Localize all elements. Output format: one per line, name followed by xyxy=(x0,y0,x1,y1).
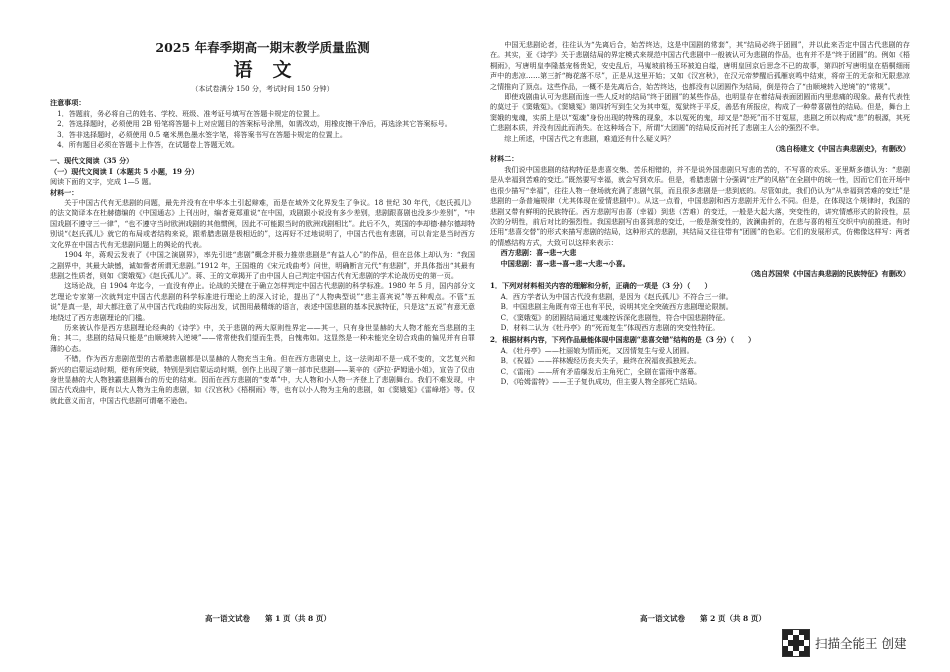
question-2-option-a: A．《牡丹亭》——杜丽娘为情而死，又因情复生与爱人团圆。 xyxy=(500,345,694,355)
qr-code-icon xyxy=(782,629,810,657)
material-1-paragraph: 中国无悲剧论者，往往认为“先离后合，始苦终达，这是中国剧的常套”，其“结局必终于团圆”，并以此来否定中国古代悲剧的存在。其实，亚《诗学》关于悲剧结局的界定模式来规范中国古代悲剧中一般被认可为悲剧的作品，也有并不是“终于团圆”的。例如《梧桐雨》，写唐明皇李隆基宠杨贵妃，安史乱后，马嵬坡前杨玉环被迫自缢，唐明皇回京后思念不已的故事，第四折写唐明皇在梧桐细雨声中的悲凉……第三折“梅花落不尽”，正是从这里开始；又如《汉宫秋》，在汉元帝梦醒后孤雁哀鸣中结束，将帝王的无奈和无限悲凉之情推向了顶点。这些作品，一概不是先离后合，始苦终达，也都没有以团圆作为结局，倒是符合了“由顺境转入逆境”的“常规”。 xyxy=(490,40,910,91)
exam-title: 2025 年春季期高一期末教学质量监测 xyxy=(155,40,370,55)
page-footer-left: 高一语文试卷 第 1 页（共 8 页） xyxy=(205,614,331,623)
material-2-label: 材料二： xyxy=(490,154,519,164)
material-1-paragraph: 即使戏剧曲认可为悲剧而连一些人反对的结局“终于团圆”的某些作品，也明显存在着结局表面团圆而内里悲痛的现象。最有代表性的莫过于《窦娥冤》。《窦娥冤》第四折写到生父为其申冤，冤狱终于平反，善恶有所报应，构成了一种带喜剧性的结局。但是，舞台上窦娥的鬼魂，实质上是以“冤魂”身份出现的特殊的现象，本以冤死的鬼，却又是“怨死”而不甘冤屈，悲剧之所以构成“悲”的根源，其死亡悲剧本质，并没有因此而消失。在这种场合下，所谓“大团圆”的结局反而衬托了悲剧主人公的强烈不幸。 xyxy=(490,92,910,133)
notice-item: 3．答非选择题时，必须使用 0.5 毫米黑色墨水签字笔，将答案书写在答题卡规定的位置上。 xyxy=(57,129,347,139)
question-1-option-d: D．材料二认为《牡丹亭》的“死而复生”体现西方悲剧的突变性特征。 xyxy=(500,322,720,332)
notice-title: 注意事项： xyxy=(50,98,86,108)
question-1-option-b: B．中国悲剧主角既有帝王也有平民，说明其完全突破西方悲剧理论限制。 xyxy=(500,302,733,312)
material-1-label: 材料一： xyxy=(50,187,79,197)
material-1-paragraph: 历来被认作是西方悲剧理论经典的《诗学》中，关于悲剧的两大原则性界定——其一，只有身世显赫的大人物才能充当悲剧的主角；其二，悲剧的结局只能是“由顺境转入逆境”——常常使我们望而生畏，自愧弗如。这显然是一种未能完全切合戏曲的偏见并有自罪薄的心态。 xyxy=(50,322,475,353)
material-1-source: （选自杨建文《中国古典悲剧史》，有删改） xyxy=(771,144,910,154)
section-title: 一、现代文阅读（35 分） xyxy=(50,156,134,166)
material-1-paragraph: 不错，作为西方悲剧范型的古希腊悲剧都是以显赫的人物充当主角。但在西方悲剧史上，这一法则却不是一成不变的，文艺复兴和新兴的启蒙运动时期，便有所突破，特别是到启蒙运动时期，创作上出现了第一部市民悲剧——莱辛的《萨拉·萨姆逊小姐》，宣告了仅由身世显赫的大人物独霸悲剧舞台的历史的结束。因而在西方悲剧的“变革”中，大人物和小人物一齐登上了悲剧舞台。我们不难发现，中国古代戏曲中，既有以大人物为主角的悲剧，如《汉宫秋》《梧桐雨》等，也有以小人物为主角的悲剧，如《窦娥冤》《雷峰塔》等。仅就此意义而言，中国古代悲剧可谓毫不逊色。 xyxy=(50,354,475,405)
question-1-option-c: C．《窦娥冤》的团圆结局通过鬼魂控诉深化悲剧性，符合中国悲剧特征。 xyxy=(500,312,730,322)
question-2-option-d: D．《哈姆雷特》——王子复仇成功，但主要人物全部死亡结局。 xyxy=(500,377,702,386)
question-1-stem: 1．下列对材料相关内容的理解和分析，正确的一项是（3 分）（ ） xyxy=(490,281,712,291)
emotion-chain-western: 西方悲剧：喜→悲→大悲 xyxy=(500,248,577,258)
question-1-option-a: A．西方学者认为中国古代没有悲剧，是因为《赵氏孤儿》不符合三一律。 xyxy=(500,291,733,301)
material-1-paragraph: 这场论战，自 1904 年迄今，一直没有停止。论战的关键在于确立怎样判定中国古代悲剧的科学标准。1980 年 5 月，国内部分文艺理论专家第一次就判定中国古代悲剧的科学标准进行理论上的深入讨论，提出了“人物典型说”“悲主喜宾说”等五种观点。不管“五说”是真一是，却大都注意了从中国古代戏曲的实际出发，试图用最精练的语言，表述中国悲剧的基本民族特征，只是这“五说”有意无意地绕过了西方悲剧理论的门槛。 xyxy=(50,281,475,322)
emotion-chain-chinese: 中国悲剧：喜→悲→喜→悲→大悲→小喜。 xyxy=(500,258,630,268)
scanner-watermark xyxy=(782,630,906,656)
right-column xyxy=(490,40,910,387)
question-2-option-c: C．《雷雨》——所有矛盾爆发后主角死亡，全剧在雷雨中落幕。 xyxy=(500,366,702,376)
question-2-option-b: B．《祝福》——祥林嫂经历丧夫失子，最终在祝福夜孤独死去。 xyxy=(500,356,701,366)
notice-item: 4．所有题目必须在答题卡上作答，在试题卷上答题无效。 xyxy=(57,140,239,150)
subject-title: 语文 xyxy=(233,59,312,81)
subsection-title: （一）现代文阅读 I（本题共 5 小题，19 分） xyxy=(50,166,199,176)
material-2-paragraph: 我们说中国悲剧的结构特征是悲喜交集、苦乐相错的，并不是说外国悲剧只写悲的苦的，不写喜的欢乐。亚里斯多德认为：“悲剧是从幸福到苦难的变迁。”既然要写幸福，就会写到欢乐。但是，希腊悲剧十分强调“庄严的风格”在全剧中的统一性，因而它们在开场中也很少描写“幸福”，往往人物一登场就充满了悲剧气氛，而且很多悲剧是一悲到底的。尽管如此，我们仍认为“从幸福到苦难的变迁”是悲剧的一条普遍规律（尤其体现在爱情悲剧中）。从这一点看，中国悲剧和西方悲剧并无什么不同。但是，在体现这个规律时，我国的悲剧又带有鲜明的民族特征。西方悲剧写由喜（幸福）到悲（苦难）的变迁，一般是大起大落，突变性的，讲究情感形式的阶段性，层次的分明性，前后对比的强烈性。我国悲剧写由喜到悲的变迁，一般是渐变性的，波澜曲折的，在悲与喜的相互交织中向前推进。有时还用“悲喜交替”的形式来描写悲剧的结局，这种形式的悲剧，其结局又往往带有“团圆”的色彩。它们的发展形式，仿佛像这样写：两者的情感结构方式，大致可以这样来表示： xyxy=(490,164,910,247)
material-1-paragraph: 1904 年，蒋观云发表了《中国之演剧界》，率先引进“悲剧”概念并极力推崇悲剧是“有益人心”的作品，但在总体上却认为：“我国之剧界中，其最大缺憾，诚如訾者所谓无悲剧。”1912 年，王国维的《宋元戏曲考》问世，明确断言元代“有悲剧”，并具体指出“其最有悲剧之性质者，则如《窦娥冤》《赵氏孤儿》”。蒋、王的文章揭开了由中国人自己判定中国古代有无悲剧的学术论战历史的第一页。 xyxy=(50,250,475,280)
question-2-stem: 2．根据材料内容，下列作品最能体现中国悲剧“悲喜交错”结构的是（3 分）（ ） xyxy=(490,335,756,345)
material-1-paragraph: 综上所述，中国古代之有悲剧，难道还有什么疑义吗？ xyxy=(504,133,675,143)
exam-info: （本试卷满分 150 分，考试时间 150 分钟） xyxy=(191,84,334,93)
notice-item: 2．答选择题时，必须使用 2B 铅笔将答题卡上对应题目的答案标号涂黑，如需改动，用橡皮擦干净后，再选涂其它答案标号。 xyxy=(57,119,452,129)
page-footer-right: 高一语文试卷 第 2 页（共 8 页） xyxy=(640,614,766,623)
material-1-paragraph: 关于中国古代有无悲剧的问题，最先并没有在中华本土引起辩难，而是在域外文化界发生了争议。18 世纪 30 年代，《赵氏孤儿》的法文简译本在杜赫德编的《中国通志》上刊出时，编者竟郑重说“在中国，戏剧跟小说没有多少差别，悲剧跟喜剧也没多少差别”，“中国戏剧不遵守三一律”，“也不遵守当时欧洲戏剧的其他惯例，因此不可能跟当时的欧洲戏剧相比”。此后不久，英国的李却德·赫尔德却特别说“《赵氏孤儿》就它的布局或者结构来说，跟希腊悲剧是极相近的”，这再好不过地说明了，中国古代也有悲剧，可以肯定是当时西方文化界在中国古代有无悲剧问题上的舆论的代表。 xyxy=(50,198,475,249)
material-2-source: （选自苏国荣《中国古典悲剧的民族特征》有删改） xyxy=(746,268,910,278)
scanner-label: 扫描全能王 创建 xyxy=(815,636,907,651)
reading-instruction: 阅读下面的文字，完成 1—5 题。 xyxy=(50,177,156,187)
notice-item: 1．答题前，务必将自己的姓名、学校、班级、准考证号填写在答题卡规定的位置上。 xyxy=(57,108,325,118)
left-column xyxy=(50,30,475,406)
